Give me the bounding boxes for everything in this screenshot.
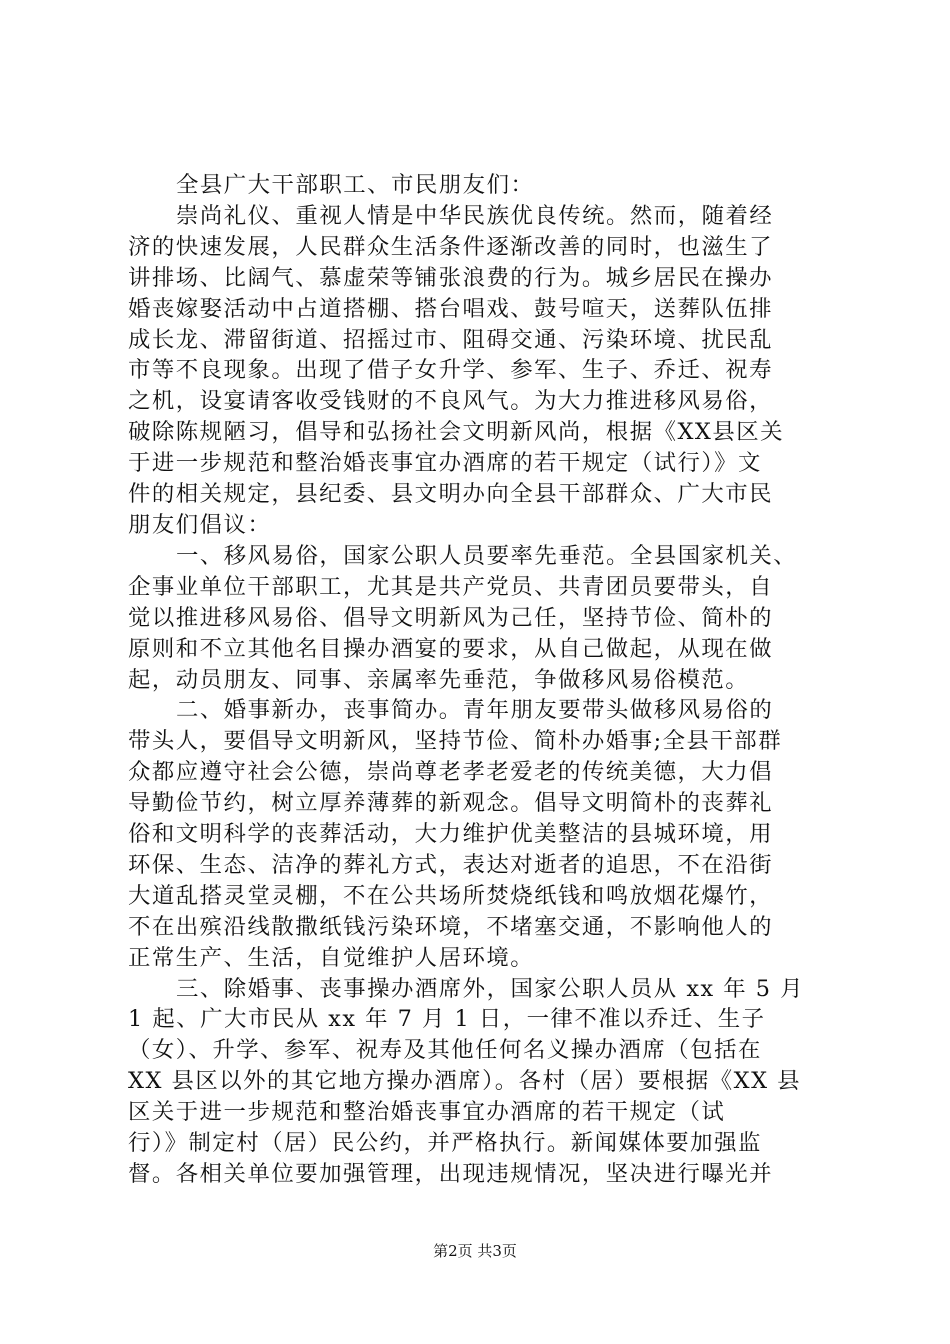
line: 济的快速发展，人民群众生活条件逐渐改善的同时，也滋生了: [128, 233, 774, 260]
line: 原则和不立其他名目操办酒宴的要求，从自己做起，从现在做: [128, 635, 774, 662]
line: 不在出殡沿线散撒纸钱污染环境，不堵塞交通，不影响他人的: [128, 913, 774, 940]
line: 行）》制定村（居）民公约，并严格执行。新闻媒体要加强监: [128, 1130, 762, 1157]
line: 三、除婚事、丧事操办酒席外，国家公职人员从 xx 年 5 月: [176, 975, 804, 1002]
line: 带头人，要倡导文明新风，坚持节俭、简朴办婚事;全县干部群: [128, 728, 783, 755]
line: 导勤俭节约，树立厚养薄葬的新观念。倡导文明简朴的丧葬礼: [128, 790, 774, 817]
page-number-footer: 第2页 共3页: [433, 1242, 517, 1260]
greeting: 全县广大干部职工、市民朋友们：: [176, 172, 535, 198]
line: 企事业单位干部职工，尤其是共产党员、共青团员要带头，自: [128, 573, 774, 600]
line: 之机，设宴请客收受钱财的不良风气。为大力推进移风易俗，: [128, 388, 774, 415]
line: 成长龙、滞留街道、招摇过市、阻碍交通、污染环境、扰民乱: [128, 326, 774, 353]
line: XX 县区以外的其它地方操办酒席）。各村（居）要根据《XX 县: [128, 1068, 802, 1095]
document-body: [128, 170, 828, 1190]
line: 市等不良现象。出现了借子女升学、参军、生子、乔迁、祝寿: [128, 357, 774, 384]
line: 于进一步规范和整治婚丧事宜办酒席的若干规定（试行）》文: [128, 450, 762, 477]
line: 起，动员朋友、同事、亲属率先垂范，争做移风易俗模范。: [128, 666, 750, 693]
line: 朋友们倡议：: [128, 511, 272, 538]
line: 1 起、广大市民从 xx 年 7 月 1 日，一律不准以乔迁、生子: [128, 1006, 766, 1033]
line: 众都应遵守社会公德，崇尚尊老孝老爱老的传统美德，大力倡: [128, 759, 774, 786]
line: 婚丧嫁娶活动中占道搭棚、搭台唱戏、鼓号喧天，送葬队伍排: [128, 295, 774, 322]
line: 崇尚礼仪、重视人情是中华民族优良传统。然而，随着经: [176, 202, 774, 229]
line: 讲排场、比阔气、慕虚荣等铺张浪费的行为。城乡居民在操办: [128, 264, 774, 291]
line: 环保、生态、洁净的葬礼方式，表达对逝者的追思，不在沿街: [128, 851, 774, 878]
line: 二、婚事新办，丧事简办。青年朋友要带头做移风易俗的: [176, 697, 774, 724]
line: 俗和文明科学的丧葬活动，大力维护优美整洁的县城环境，用: [128, 821, 774, 848]
line: 件的相关规定，县纪委、县文明办向全县干部群众、广大市民: [128, 481, 774, 508]
line: 觉以推进移风易俗、倡导文明新风为己任，坚持节俭、简朴的: [128, 604, 774, 631]
line: （女）、升学、参军、祝寿及其他任何名义操办酒席（包括在: [128, 1037, 762, 1064]
line: 一、移风易俗，国家公职人员要率先垂范。全县国家机关、: [176, 542, 798, 569]
line: 正常生产、生活，自觉维护人居环境。: [128, 944, 535, 971]
line: 破除陈规陋习，倡导和弘扬社会文明新风尚，根据《XX县区关: [128, 419, 785, 446]
line: 大道乱搭灵堂灵棚，不在公共场所焚烧纸钱和鸣放烟花爆竹，: [128, 882, 774, 909]
line: 区关于进一步规范和整治婚丧事宜办酒席的若干规定（试: [128, 1099, 726, 1126]
line: 督。各相关单位要加强管理，出现违规情况，坚决进行曝光并: [128, 1161, 774, 1187]
